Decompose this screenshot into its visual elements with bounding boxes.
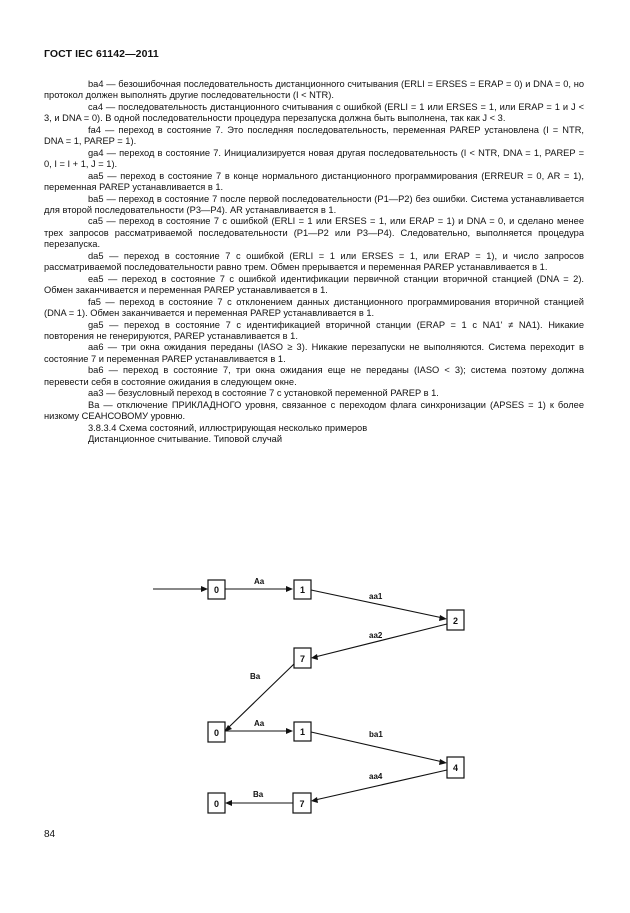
state-node <box>208 793 225 813</box>
edge-label-aa-1: Aa <box>254 577 265 586</box>
edge-label-aa4: aa4 <box>369 772 383 781</box>
edge-label-aa1: aa1 <box>369 592 383 601</box>
state-node-label: 1 <box>299 727 306 737</box>
edge-label-ba-1: Ba <box>250 672 261 681</box>
state-node <box>294 648 311 668</box>
state-node-label: 4 <box>452 763 459 773</box>
state-node-label: 7 <box>299 799 305 809</box>
edge-aa1-head <box>439 615 447 621</box>
state-node-label: 1 <box>299 585 306 595</box>
state-node <box>208 580 225 599</box>
edge-aa2-line <box>315 624 447 657</box>
paragraph-da5: da5 — переход в состояние 7 с ошибкой (ERLI = 1 или ERSES = 1, или ERAP = 1), и число запросов рассматриваемой последовательности равно трем. Обмен прерывается и переменная PAREP устанавливается в 1. <box>44 250 584 273</box>
paragraph-ba: Ba — отключение ПРИКЛАДНОГО уровня, связанное с переходом флага синхронизации (APSES = 1) к более низкому СЕАНСОВОМУ уровню. <box>44 399 584 422</box>
page-number: 84 <box>44 829 56 840</box>
paragraph-ca5: ca5 — переход в состояние 7 с ошибкой (ERLI = 1 или ERSES = 1, или ERAP = 1) и DNA = 0, и сделано менее трех запросов рассматриваемой последовательности (P1—P2 или P3—P4). Следовательно, выполняется процедура перезапуска. <box>44 216 584 250</box>
diagram-caption: Дистанционное считывание. Типовой случай <box>88 434 283 445</box>
paragraph-aa6: aa6 — три окна ожидания переданы (IASO ≥ 3). Никакие перезапуски не выполняются. Система переходит в состояние 7 и переменная PAREP устанавливается в 1. <box>44 342 584 364</box>
state-node-label: 2 <box>452 616 459 626</box>
edge-label-ba1: ba1 <box>369 730 383 739</box>
section-heading: 3.8.3.4 Схема состояний, иллюстрирующая несколько примеров <box>88 422 368 433</box>
edge-ba-2-head <box>225 800 232 806</box>
state-node-label: 0 <box>213 728 220 738</box>
edge-aa2-head <box>311 654 318 660</box>
paragraph-aa3: aa3 — безусловный переход в состояние 7 с установкой переменной PAREP в 1. <box>88 388 439 399</box>
edge-label-aa-2: Aa <box>254 719 265 728</box>
edge-label-ba-2: Ba <box>253 790 264 799</box>
edge-label-aa2: aa2 <box>369 631 383 640</box>
paragraph-ba5: ba5 — переход в состояние 7 после первой последовательности (P1—P2) без ошибки. Система устанавливается для второй последовательности (P3—P4). AR устанавливается в 1. <box>44 193 584 215</box>
edge-ba1-head <box>439 759 447 765</box>
paragraph-ga5: ga5 — переход в состояние 7 с идентификацией вторичной станции (ERAP = 1 с NA1' ≠ NA1). Никакие повторения не генерируются, PAREP устанавливается в 1. <box>44 319 584 341</box>
edge-aa-1-head <box>286 586 293 592</box>
state-node-label: 0 <box>213 585 220 595</box>
state-node <box>447 757 464 778</box>
paragraph-ba4: ba4 — безошибочная последовательность дистанционного считывания (ERLI = ERSES = ERAP = 0) и DNA = 0, но протокол должен выполнять другие последовательности (I < NTR). <box>44 79 584 101</box>
edge-aa-2-head <box>286 728 293 734</box>
state-node-label: 7 <box>299 654 306 664</box>
entry-arrow-head <box>201 586 208 592</box>
state-node-label: 0 <box>213 799 220 809</box>
state-node <box>293 793 311 813</box>
paragraph-ca4: ca4 — последовательность дистанционного считывания с ошибкой (ERLI = 1 или ERSES = 1, или ERAP = 1 и J < 3, и DNA = 0). В одной последовательности процедура перезапуска должна быть выполнена, так как J < 3. <box>44 101 584 124</box>
paragraph-fa4: fa4 — переход в состояние 7. Это последняя последовательность, переменная PAREP установлена (I = NTR, DNA = 1, PAREP = 1). <box>44 124 584 147</box>
document-header: ГОСТ IEC 61142—2011 <box>44 48 159 60</box>
state-node <box>294 580 311 599</box>
paragraph-ga4: ga4 — переход в состояние 7. Инициализируется новая другая последовательность (I < NTR, DNA = 1, PAREP = 0, I = I + 1, J = 1). <box>44 147 584 170</box>
paragraph-aa5: aa5 — переход в состояние 7 в конце нормального дистанционного программирования (ERREUR = 0, AR = 1), переменная PAREP устанавливается в 1. <box>44 170 584 193</box>
paragraph-ea5: ea5 — переход в состояние 7 с ошибкой идентификации первичной станции вторичной станцией (DNA = 2). Обмен заканчивается и переменная PAREP устанавливается в 1. <box>44 273 584 296</box>
state-node <box>208 722 225 742</box>
state-node <box>447 610 464 630</box>
paragraph-fa5: fa5 — переход в состояние 7 с отклонением данных дистанционного программирования вторичной станцией (DNA = 1). Обмен заканчивается и переменная PAREP устанавливается в 1. <box>44 296 584 319</box>
state-node <box>294 722 311 741</box>
paragraph-ba6: ba6 — переход в состояние 7, три окна ожидания еще не переданы (IASO < 3); система поэтому должна перевести себя в состояние ожидания в следующем окне. <box>44 365 584 387</box>
edge-aa4-head <box>311 797 318 803</box>
